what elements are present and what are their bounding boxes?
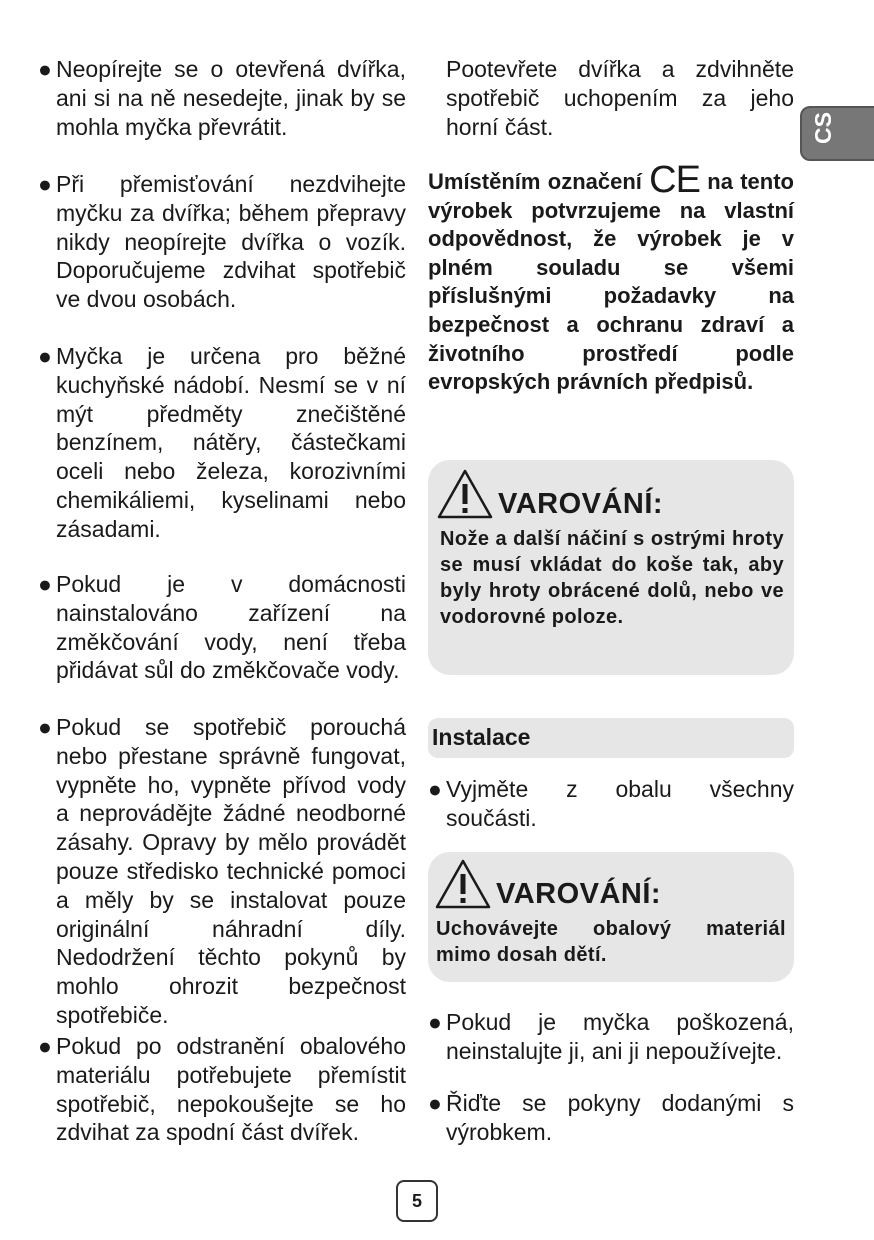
bullet-text: Pokud je myčka poškozená, neinstalujte ji, ani ji nepoužívejte.: [446, 1009, 794, 1064]
list-item: [38, 713, 406, 1030]
bullet-icon: ●: [38, 171, 52, 197]
bullet-icon: ●: [38, 571, 52, 597]
section-header: [428, 718, 794, 758]
warning-header: [434, 858, 661, 910]
warning-title: VAROVÁNÍ:: [496, 878, 662, 910]
bullet-text: Pokud po odstranění obalového materiálu potřebujete přemístit spotřebič, nepokoušejte se ho zdvihat za spodní část dvířek.: [56, 1033, 406, 1146]
list-item: [38, 342, 406, 544]
ce-text-before: Umístěním označení: [428, 169, 642, 194]
language-tab-label: CS: [810, 112, 836, 144]
bullet-icon: ●: [38, 343, 52, 369]
list-item: [428, 1089, 794, 1147]
ce-text-after: na tento výrobek potvrzujeme na vlastní odpovědnost, že výrobek je v plném souladu se všemi příslušnými požadavky na bezpečnost a ochranu zdraví a životního prostředí podle evropských právních předpisů.: [428, 169, 794, 395]
bullet-icon: ●: [428, 1009, 442, 1035]
list-item: [428, 1008, 794, 1066]
continuation-text: Pootevřete dvířka a zdvihněte spotřebič uchopením za jeho horní část.: [446, 56, 794, 140]
bullet-text: Při přemisťování nezdvihejte myčku za dvířka; během přepravy nikdy neopírejte dvířka o vozík. Doporučujeme zdvihat spotřebič ve dvou osobách.: [56, 171, 406, 313]
section-title: Instalace: [432, 724, 531, 750]
ce-declaration: [428, 159, 794, 397]
warning-text: Uchovávejte obalový materiál mimo dosah dětí.: [436, 918, 786, 966]
list-item: [38, 55, 406, 141]
warning-box: [428, 852, 794, 982]
page-number: 5: [396, 1180, 438, 1222]
warning-box: [428, 460, 794, 675]
list-item: [38, 570, 406, 685]
list-item: [38, 1032, 406, 1147]
bullet-text: Pokud se spotřebič porouchá nebo přestane správně fungovat, vypněte ho, vypněte přívod vody a neprovádějte žádné neodborné zásahy. Opravy by mělo provádět pouze středisko technické pomoci a měly by se instalovat pouze originální náhradní díly. Nedodržení těchto pokynů by mohlo ohrozit bezpečnost spotřebiče.: [56, 714, 406, 1028]
warning-triangle-icon: [434, 858, 492, 910]
bullet-icon: ●: [428, 1090, 442, 1116]
bullet-text: Myčka je určena pro běžné kuchyňské nádobí. Nesmí se v ní mýt předměty znečištěné benzínem, nátěry, částečkami oceli nebo železa, korozivními chemikáliemi, kyselinami nebo zásadami.: [56, 343, 406, 542]
bullet-text: Vyjměte z obalu všechny součásti.: [446, 776, 794, 831]
bullet-text: Pokud je v domácnosti nainstalováno zařízení na změkčování vody, není třeba přidávat sůl do změkčovače vody.: [56, 571, 406, 684]
language-tab: [800, 106, 874, 161]
bullet-icon: ●: [38, 1033, 52, 1059]
bullet-text: Řiďte se pokyny dodanými s výrobkem.: [446, 1090, 794, 1145]
list-item: [428, 775, 794, 833]
list-item: [38, 170, 406, 314]
bullet-icon: ●: [428, 776, 442, 802]
bullet-text: Neopírejte se o otevřená dvířka, ani si na ně nesedejte, jinak by se mohla myčka převrátit.: [56, 56, 406, 140]
ce-mark-icon: CE: [649, 159, 700, 201]
warning-header: [436, 468, 663, 520]
warning-triangle-icon: [436, 468, 494, 520]
warning-title: VAROVÁNÍ:: [498, 488, 664, 520]
bullet-icon: ●: [38, 714, 52, 740]
bullet-icon: ●: [38, 56, 52, 82]
warning-text: Nože a další náčiní s ostrými hroty se musí vkládat do koše tak, aby byly hroty obrácené dolů, nebo ve vodorovné poloze.: [440, 528, 784, 628]
